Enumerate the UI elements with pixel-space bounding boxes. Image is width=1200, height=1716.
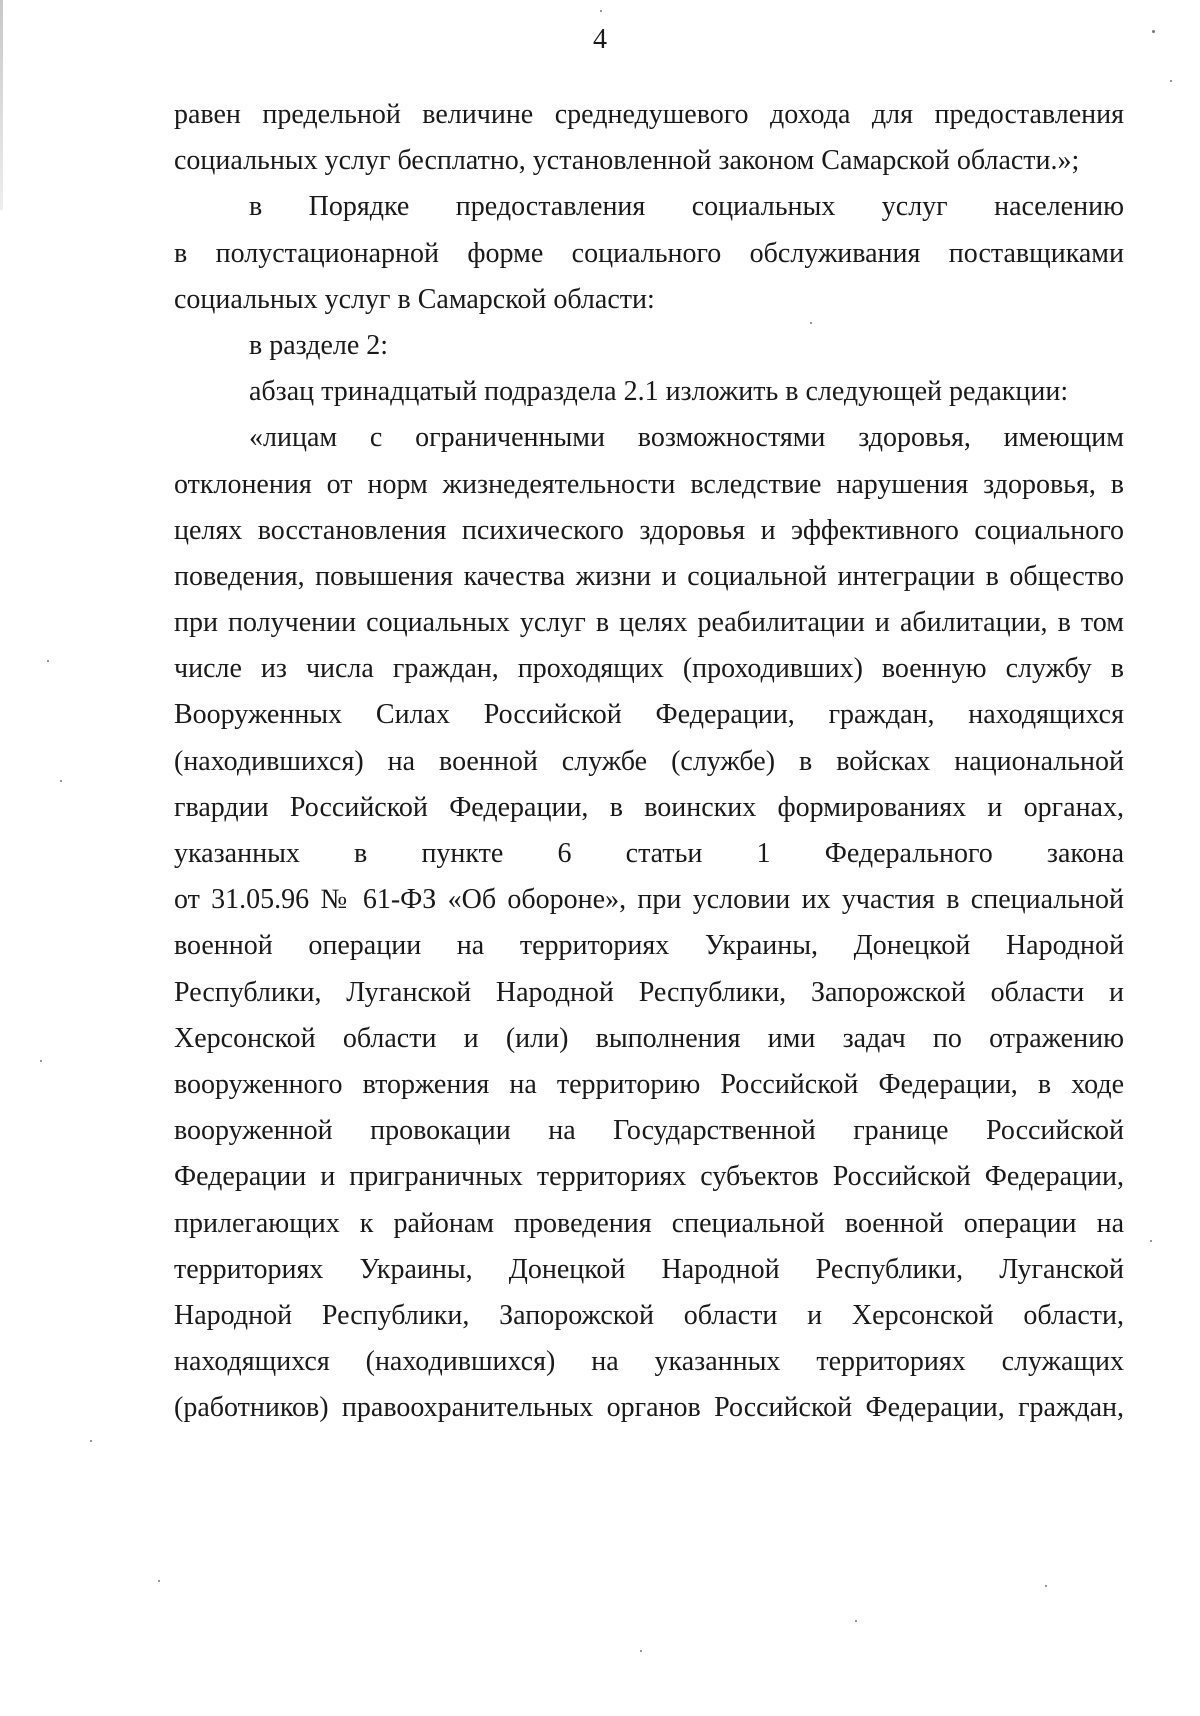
text-line: социальных услуг бесплатно, установленной законом Самарской области.»;: [174, 145, 1080, 177]
scan-speck: [40, 1060, 42, 1062]
text-line: отклонения от норм жизнедеятельности вследствие нарушения здоровья, в: [174, 468, 1124, 500]
text-line: в полустационарной форме социального обслуживания поставщиками: [174, 237, 1124, 269]
text-line: вооруженной провокации на Государственной границе Российской: [174, 1115, 1124, 1147]
scan-speck: [1045, 1585, 1047, 1587]
text-line: в разделе 2:: [249, 329, 389, 361]
scan-speck: [600, 10, 602, 12]
text-line: территориях Украины, Донецкой Народной Республики, Луганской: [174, 1253, 1124, 1285]
page-number: 4: [593, 24, 607, 55]
text-line: в Порядке предоставления социальных услуг населению: [249, 191, 1124, 223]
text-line: целях восстановления психического здоровья и эффективного социального: [174, 514, 1124, 546]
text-line: абзац тринадцатый подраздела 2.1 изложить в следующей редакции:: [249, 376, 1069, 408]
text-line: (работников) правоохранительных органов Российской Федерации, граждан,: [174, 1392, 1124, 1424]
text-line: «лицам с ограниченными возможностями здоровья, имеющим: [249, 422, 1124, 454]
scan-speck: [1170, 80, 1172, 82]
text-line: от 31.05.96 № 61-ФЗ «Об обороне», при условии их участия в специальной: [174, 884, 1124, 916]
text-line: находящихся (находившихся) на указанных территориях служащих: [174, 1346, 1124, 1378]
text-line: при получении социальных услуг в целях реабилитации и абилитации, в том: [174, 607, 1124, 639]
text-line: равен предельной величине среднедушевого дохода для предоставления: [174, 99, 1124, 130]
scan-speck: [810, 322, 812, 324]
text-line: прилегающих к районам проведения специальной военной операции на: [174, 1207, 1124, 1239]
text-line: указанных в пункте 6 статьи 1 Федерального закона: [174, 838, 1124, 869]
text-line: социальных услуг в Самарской области:: [174, 283, 655, 315]
text-line: военной операции на территориях Украины, Донецкой Народной: [174, 930, 1124, 962]
text-line: (находившихся) на военной службе (службе) в войсках национальной: [174, 745, 1124, 777]
text-line: Республики, Луганской Народной Республики, Запорожской области и: [174, 976, 1124, 1008]
text-line: Херсонской области и (или) выполнения ими задач по отражению: [174, 1022, 1124, 1054]
scan-speck: [158, 1580, 160, 1582]
scan-speck: [90, 1440, 92, 1442]
body-text: [174, 92, 1124, 1431]
scan-speck: [47, 660, 49, 662]
scan-speck: [1150, 1240, 1152, 1242]
text-line: гвардии Российской Федерации, в воинских формированиях и органах,: [174, 791, 1124, 823]
scan-speck: [640, 1650, 642, 1652]
scan-speck: [1152, 30, 1155, 33]
text-line: Народной Республики, Запорожской области и Херсонской области,: [174, 1299, 1124, 1331]
text-line: Вооруженных Силах Российской Федерации, граждан, находящихся: [174, 699, 1124, 731]
text-line: Федерации и приграничных территориях субъектов Российской Федерации,: [174, 1161, 1124, 1193]
text-line: числе из числа граждан, проходящих (проходивших) военную службу в: [174, 653, 1124, 685]
scan-speck: [60, 780, 62, 782]
scan-speck: [855, 1620, 857, 1622]
text-line: поведения, повышения качества жизни и социальной интеграции в общество: [174, 560, 1124, 592]
text-line: вооруженного вторжения на территорию Российской Федерации, в ходе: [174, 1068, 1124, 1100]
